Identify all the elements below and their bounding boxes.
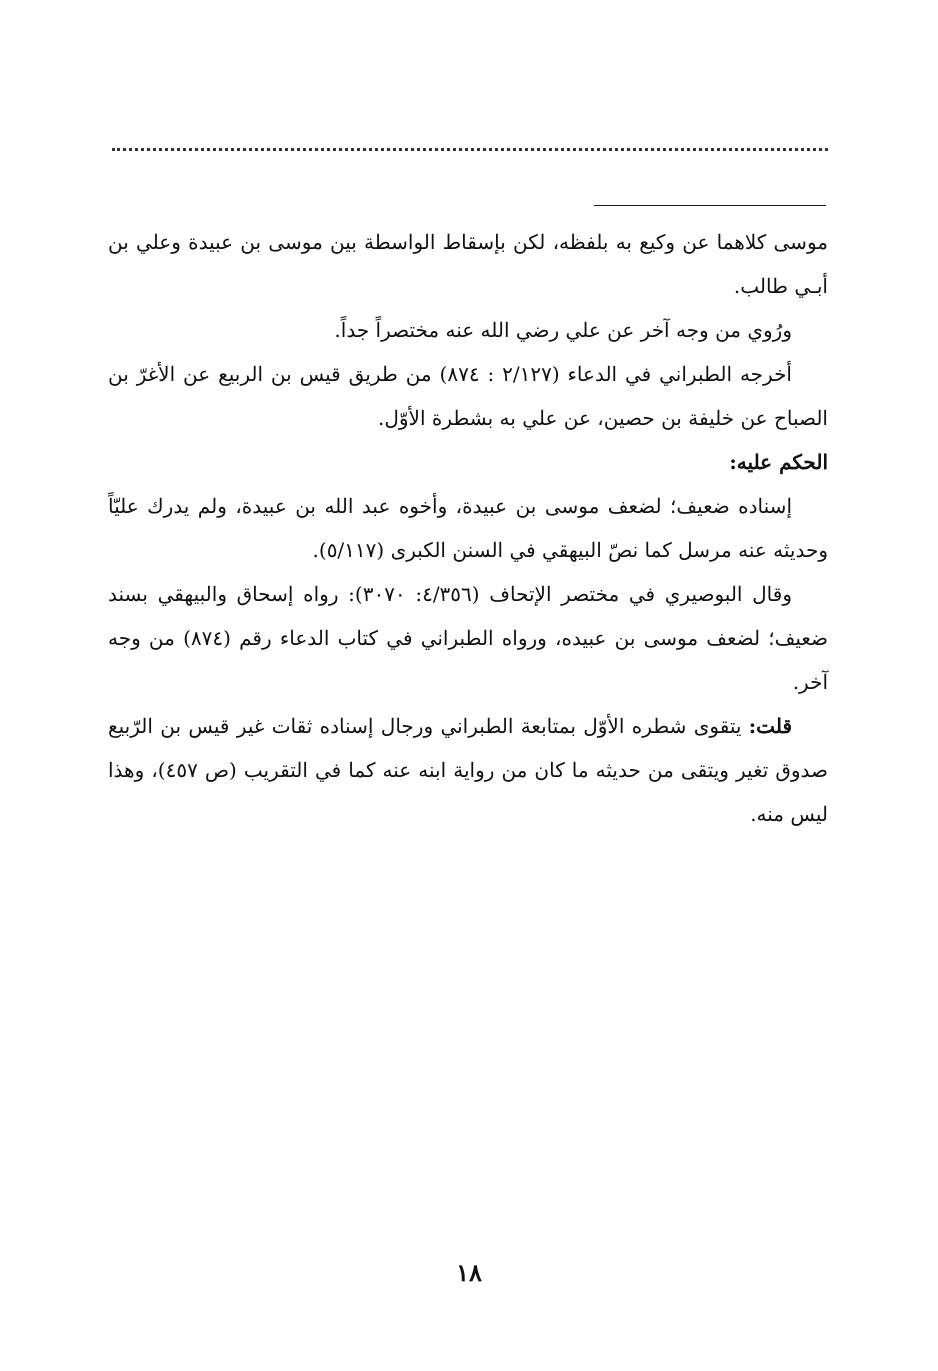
footnote-rule — [594, 205, 826, 206]
paragraph-1: موسى كلاهما عن وكيع به بلفظه، لكن بإسقاط الواسطة بين موسى بن عبيدة وعلي بن أبـي طالب. — [108, 230, 828, 298]
paragraph-2: ورُوي من وجه آخر عن علي رضي الله عنه مختصراً جداً. — [334, 318, 792, 342]
paragraph-6 — [108, 704, 828, 836]
page-number: ١٨ — [456, 1258, 482, 1287]
paragraph-6-lead: قلت: — [748, 714, 792, 738]
paragraph-4: إسناده ضعيف؛ لضعف موسى بن عبيدة، وأخوه عبد الله بن عبيدة، ولم يدرك عليّاً وحديثه عنه مرسل كما نصّ البيهقي في السنن الكبرى (٥/١١٧). — [108, 494, 828, 562]
paragraph-3: أخرجه الطبراني في الدعاء (٢/١٢٧ : ٨٧٤) من طريق قيس بن الربيع عن الأغرّ بن الصباح عن خليفة بن حصين، عن علي به بشطرة الأوّل. — [108, 362, 828, 430]
footnote-body — [108, 220, 828, 836]
paragraph-5: وقال البوصيري في مختصر الإتحاف (٤/٣٥٦: ٣٠٧٠): رواه إسحاق والبيهقي بسند ضعيف؛ لضعف موسى بن عبيده، ورواه الطبراني في كتاب الدعاء رقم (٨٧٤) من وجه آخر. — [108, 582, 828, 694]
section-heading: الحكم عليه: — [729, 450, 828, 474]
dotted-separator — [112, 148, 828, 151]
paragraph-6-text: يتقوى شطره الأوّل بمتابعة الطبراني ورجال إسناده ثقات غير قيس بن الرّبيع صدوق تغير ويتقى من حديثه ما كان من رواية ابنه عنه كما في التقريب (ص ٤٥٧)، وهذا ليس منه. — [108, 714, 829, 826]
